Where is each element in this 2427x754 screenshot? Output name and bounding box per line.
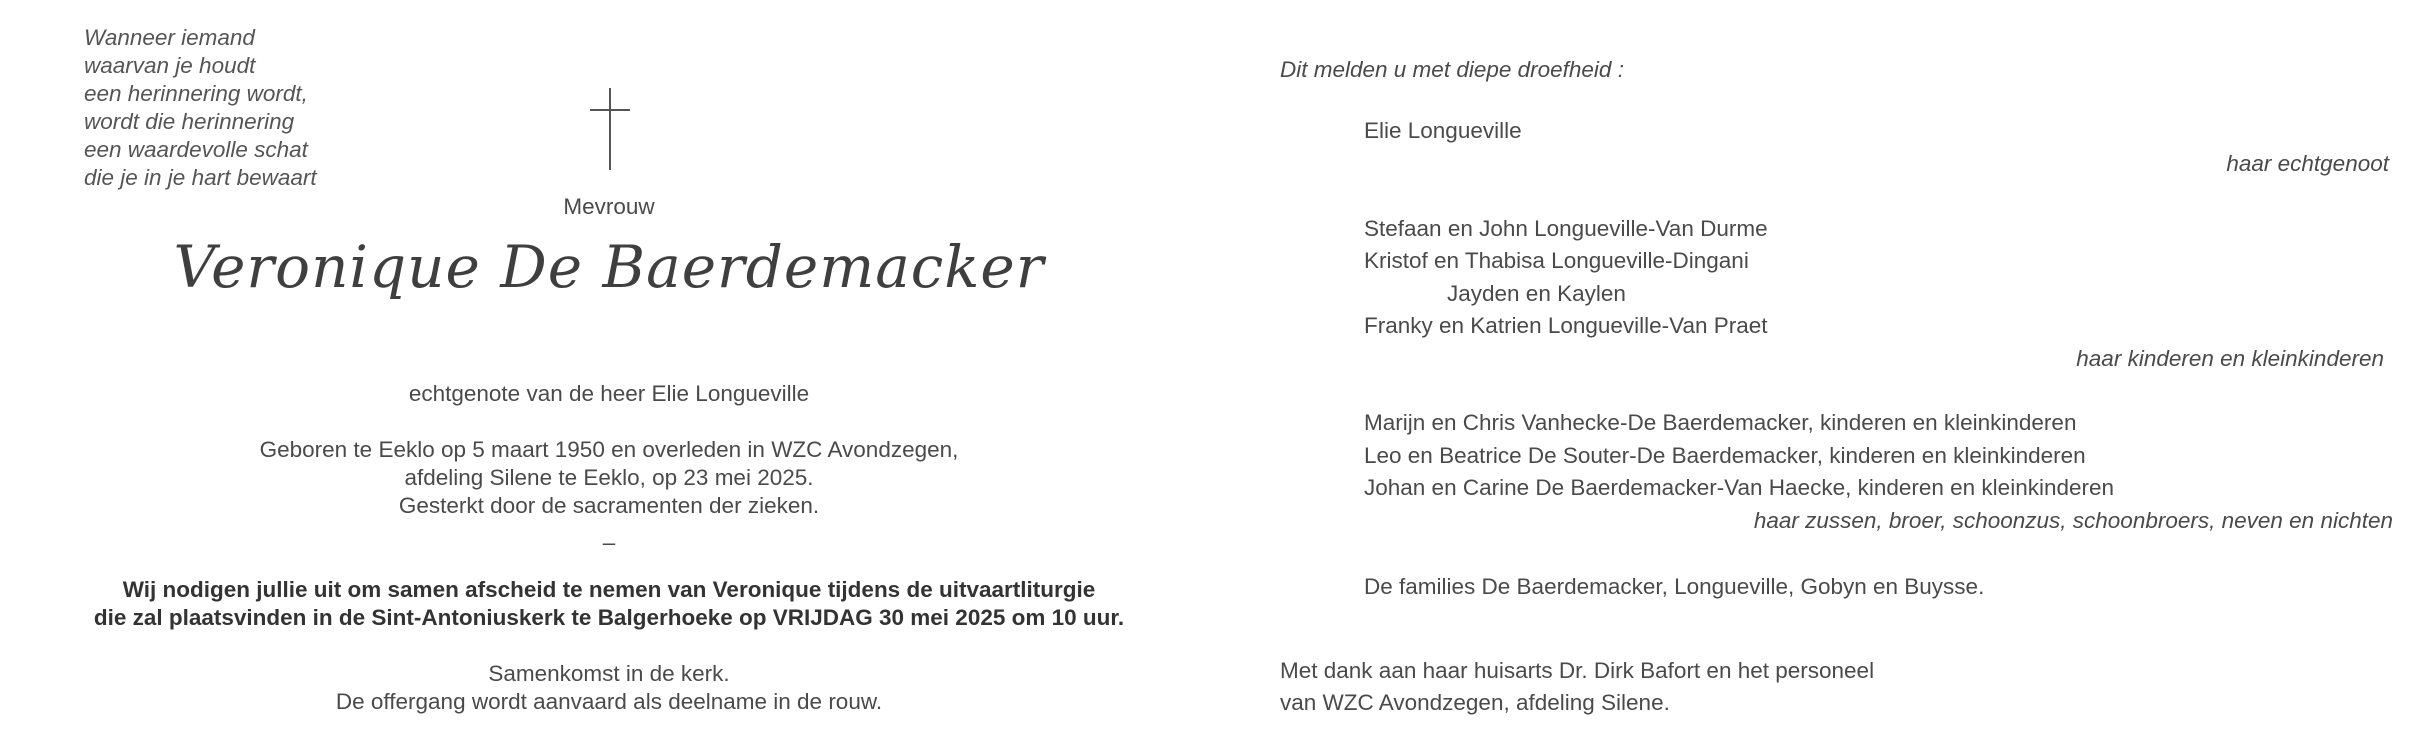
thanks-note (1280, 655, 1874, 719)
poem-line: wordt die herinnering (84, 109, 295, 134)
poem-line: Wanneer iemand (84, 25, 255, 50)
poem-line: een herinnering wordt, (84, 81, 308, 106)
gathering-info (0, 660, 1218, 716)
poem-line: waarvan je houdt (84, 53, 256, 78)
poem-line: een waardevolle schat (84, 137, 308, 162)
separator: – (602, 530, 616, 555)
invitation-line: die zal plaatsvinden in de Sint-Antoniuskerk te Balgerhoeke op VRIJDAG 30 mei 2025 om 10 uur. (93, 605, 1125, 630)
family-member: De families De Baerdemacker, Longueville, Gobyn en Buysse. (1364, 574, 1985, 599)
invitation-line: Wij nodigen jullie uit om samen afscheid te nemen van Veronique tijdens de uitvaartliturgie (122, 577, 1096, 602)
title-prefix: Mevrouw (563, 194, 655, 219)
relation-label: haar zussen, broer, schoonzus, schoonbroers, neven en nichten (1753, 508, 2393, 533)
relation-label: haar kinderen en kleinkinderen (2076, 346, 2384, 371)
thanks-line: Met dank aan haar huisarts Dr. Dirk Bafort en het personeel (1280, 658, 1875, 683)
family-member: Leo en Beatrice De Souter-De Baerdemacker, kinderen en kleinkinderen (1364, 443, 2086, 468)
family-member: Elie Longueville (1364, 118, 1522, 143)
family-member: Franky en Katrien Longueville-Van Praet (1364, 313, 1768, 338)
info-line: Geboren te Eeklo op 5 maart 1950 en overleden in WZC Avondzegen, (259, 437, 959, 462)
cross-icon (580, 86, 640, 172)
info-line: Gesterkt door de sacramenten der zieken. (398, 493, 820, 518)
poem (84, 24, 317, 192)
family-member: Stefaan en John Longueville-Van Durme (1364, 216, 1768, 241)
family-member: Kristof en Thabisa Longueville-Dingani (1364, 248, 1749, 273)
thanks-line: van WZC Avondzegen, afdeling Silene. (1280, 690, 1670, 715)
spouse-line: echtgenote van de heer Elie Longueville (408, 381, 810, 406)
info-line: afdeling Silene te Eeklo, op 23 mei 2025. (404, 465, 814, 490)
family-member: Marijn en Chris Vanhecke-De Baerdemacker, kinderen en kleinkinderen (1364, 410, 2077, 435)
deceased-name: Veronique De Baerdemacker (173, 233, 1045, 301)
announcement-intro: Dit melden u met diepe droefheid : (1280, 57, 1624, 82)
funeral-invitation (0, 576, 1218, 632)
birth-death-info (0, 436, 1218, 520)
relation-label: haar echtgenoot (2226, 151, 2389, 176)
gathering-line: De offergang wordt aanvaard als deelname in de rouw. (335, 689, 883, 714)
poem-line: die je in je hart bewaart (84, 165, 317, 190)
family-member: Johan en Carine De Baerdemacker-Van Haecke, kinderen en kleinkinderen (1364, 475, 2115, 500)
gathering-line: Samenkomst in de kerk. (488, 661, 730, 686)
family-member: Jayden en Kaylen (1447, 281, 1626, 306)
